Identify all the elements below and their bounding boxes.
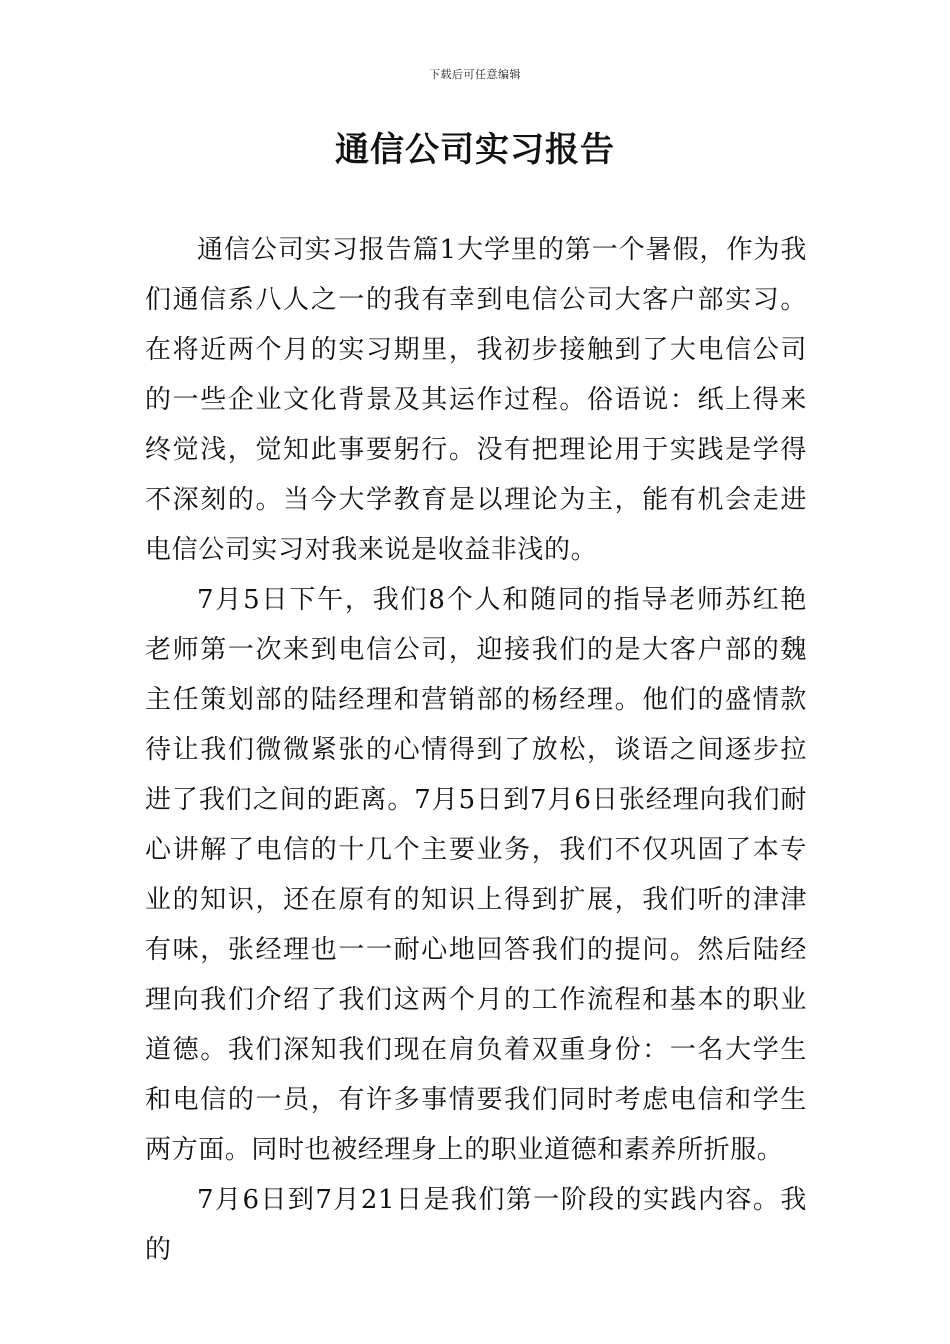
paragraph-3: 7月6日到7月21日是我们第一阶段的实践内容。我的 <box>145 1185 807 1265</box>
header-note: 下载后可任意编辑 <box>429 68 521 81</box>
document-body <box>145 225 807 1275</box>
paragraph-1: 通信公司实习报告篇1大学里的第一个暑假，作为我们通信系八人之一的我有幸到电信公司大客户部实习。在将近两个月的实习期里，我初步接触到了大电信公司的一些企业文化背景及其运作过程。俗语说：纸上得来终觉浅，觉知此事要躬行。没有把理论用于实践是学得不深刻的。当今大学教育是以理论为主，能有机会走进电信公司实习对我来说是收益非浅的。 <box>145 235 807 565</box>
document-title: 通信公司实习报告 <box>335 130 615 170</box>
paragraph-2: 7月5日下午，我们8个人和随同的指导老师苏红艳老师第一次来到电信公司，迎接我们的是大客户部的魏主任策划部的陆经理和营销部的杨经理。他们的盛情款待让我们微微紧张的心情得到了放松，谈语之间逐步拉进了我们之间的距离。7月5日到7月6日张经理向我们耐心讲解了电信的十几个主要业务，我们不仅巩固了本专业的知识，还在原有的知识上得到扩展，我们听的津津有味，张经理也一一耐心地回答我们的提问。然后陆经理向我们介绍了我们这两个月的工作流程和基本的职业道德。我们深知我们现在肩负着双重身份：一名大学生和电信的一员，有许多事情要我们同时考虑电信和学生两方面。同时也被经理身上的职业道德和素养所折服。 <box>145 585 807 1165</box>
